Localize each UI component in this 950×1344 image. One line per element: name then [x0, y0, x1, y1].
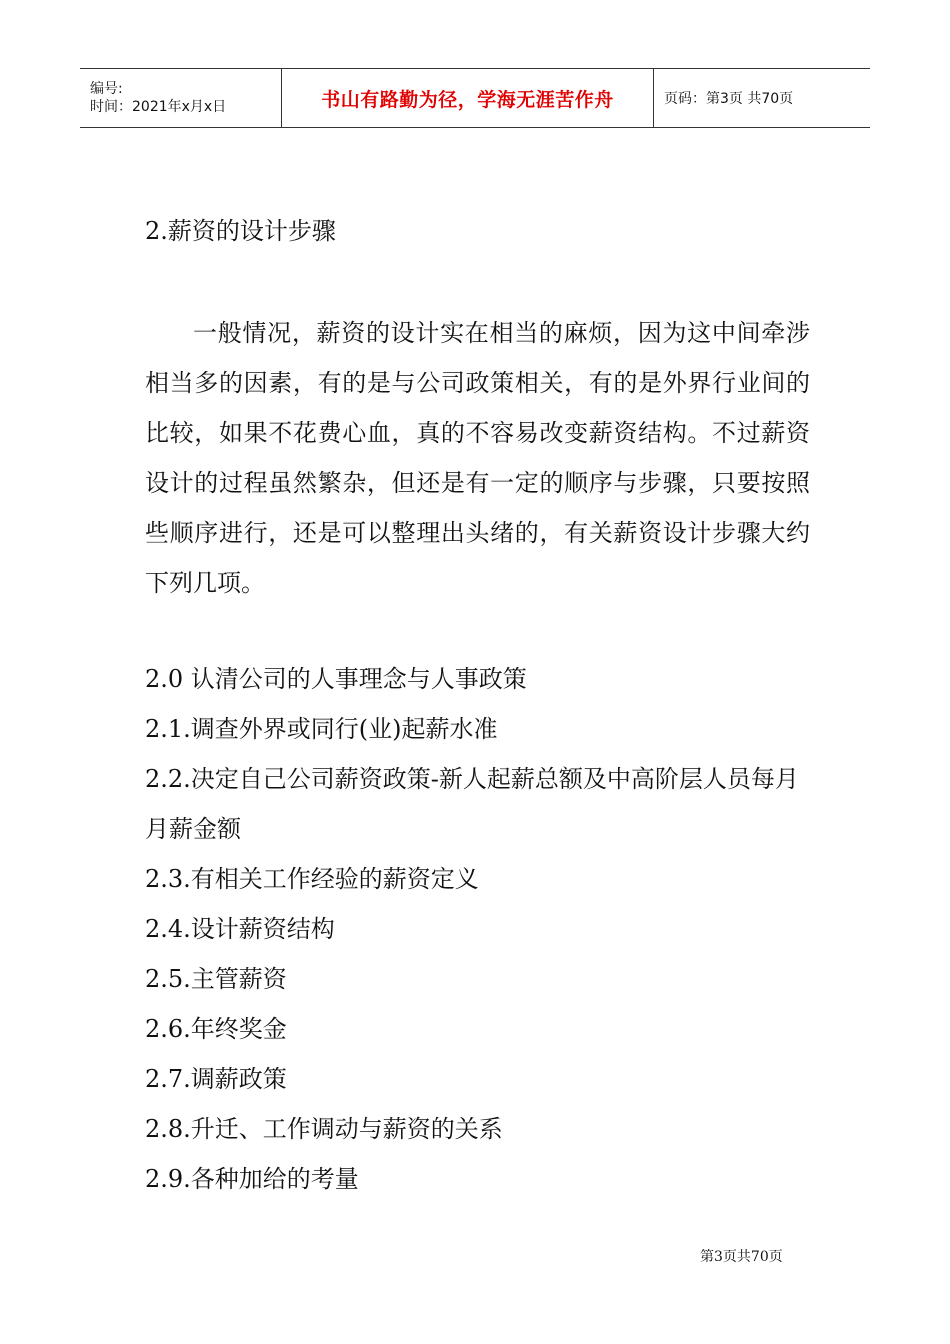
- header-meta-cell: [80, 69, 282, 127]
- list-item: 2.7.调薪政策: [145, 1065, 287, 1093]
- list-item: 2.9.各种加给的考量: [145, 1165, 359, 1193]
- list-item: 2.6.年终奖金: [145, 1015, 287, 1043]
- document-body: [145, 206, 810, 1204]
- page-header: [80, 68, 870, 128]
- list-item: 2.4.设计薪资结构: [145, 915, 335, 943]
- header-page-label: 页码：第3页 共70页: [664, 91, 794, 107]
- list-item: 2.2.决定自己公司薪资政策-新人起薪总额及中高阶层人员每月月薪金额: [145, 765, 799, 843]
- header-motto: 书山有路勤为径，学海无涯苦作舟: [321, 88, 614, 111]
- time-label: 时间：2021年x月x日: [90, 99, 227, 115]
- list-item: 2.0 认清公司的人事理念与人事政策: [145, 665, 527, 693]
- doc-number-label: 编号:: [90, 81, 123, 97]
- body-paragraph: 一般情况，薪资的设计实在相当的麻烦，因为这中间牵涉相当多的因素，有的是与公司政策相关，有的是外界行业间的比较，如果不花费心血，真的不容易改变薪资结构。不过薪资设计的过程虽然繁杂，但还是有一定的顺序与步骤，只要按照些顺序进行，还是可以整理出头绪的，有关薪资设计步骤大约下列几项。: [145, 319, 810, 597]
- footer-page-number: 第3页共70页: [700, 1249, 783, 1265]
- section-title: 2.薪资的设计步骤: [145, 217, 336, 245]
- list-item: 2.8.升迁、工作调动与薪资的关系: [145, 1115, 503, 1143]
- list-item: 2.3.有相关工作经验的薪资定义: [145, 865, 479, 893]
- header-motto-cell: [282, 69, 654, 127]
- list-item: 2.1.调查外界或同行(业)起薪水准: [145, 715, 498, 743]
- list-item: 2.5.主管薪资: [145, 965, 287, 993]
- step-list: [145, 654, 810, 1204]
- header-page-cell: [654, 69, 870, 127]
